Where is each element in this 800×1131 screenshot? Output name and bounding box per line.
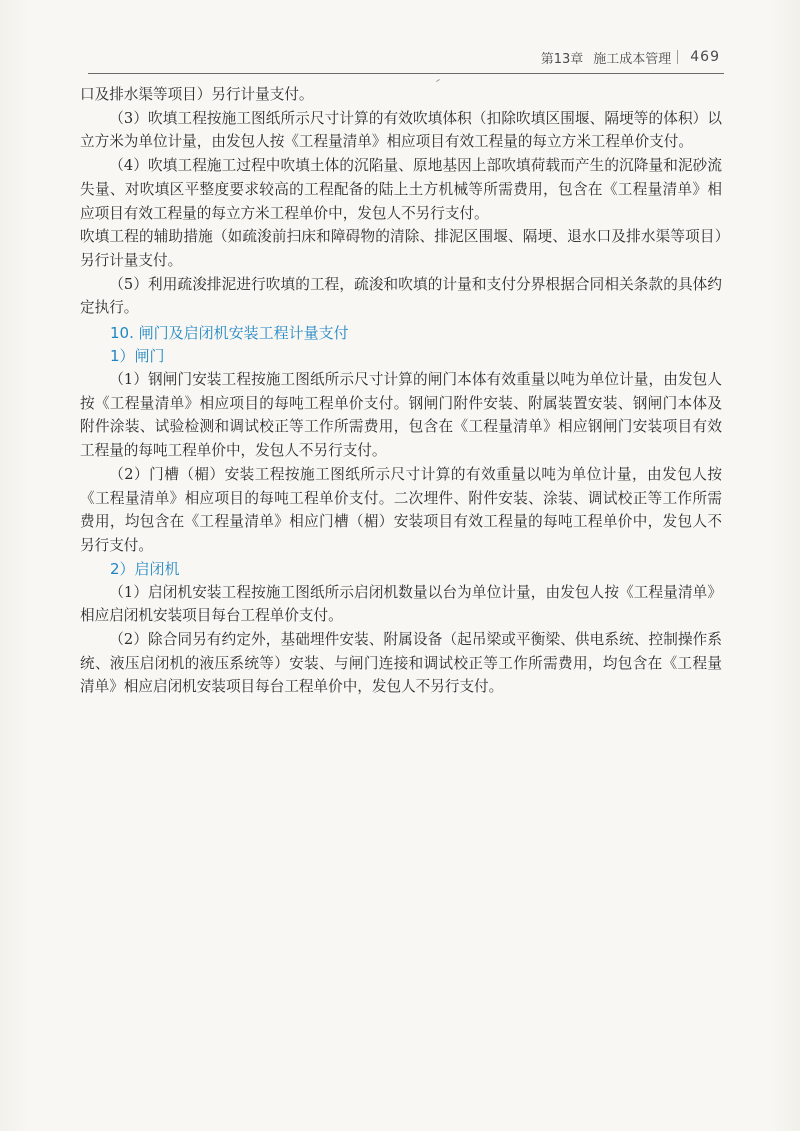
subsection-heading: 2）启闭机: [110, 559, 180, 578]
running-header: [520, 44, 720, 70]
paragraph: （1）钢闸门安装工程按施工图纸所示尺寸计算的闸门本体有效重量以吨为单位计量，由发包人按《工程量清单》相应项目的每吨工程单价支付。钢闸门附件安装、附属装置安装、钢闸门本体及附件涂装、试验检测和调试校正等工作所需费用，包含在《工程量清单》相应钢闸门安装项目有效工程量的每吨工程单价中，发包人不另行支付。: [80, 371, 722, 460]
paragraph-continued: 口及排水渠等项目）另行计量支付。: [80, 86, 314, 103]
subsection-heading: 1）闸门: [110, 347, 165, 366]
page-number: 469: [690, 49, 720, 65]
header-divider: [677, 50, 678, 64]
paragraph: （5）利用疏浚排泥进行吹填的工程，疏浚和吹填的计量和支付分界根据合同相关条款的具体约定执行。: [80, 275, 722, 317]
page-body: [80, 83, 722, 699]
paragraph: （2）除合同另有约定外，基础埋件安装、附属设备（起吊梁或平衡梁、供电系统、控制操作系统、液压启闭机的液压系统等）安装、与闸门连接和调试校正等工作所需费用，均包含在《工程量清单》相应启闭机安装项目每台工程单价中，发包人不另行支付。: [80, 631, 722, 696]
paragraph: （2）门槽（楣）安装工程按施工图纸所示尺寸计算的有效重量以吨为单位计量，由发包人按《工程量清单》相应项目的每吨工程单价支付。二次埋件、附件安装、涂装、调试校正等工作所需费用，均包含在《工程量清单》相应门槽（楣）安装项目有效工程量的每吨工程单价中，发包人不另行支付。: [80, 465, 722, 554]
paragraph: （3）吹填工程按施工图纸所示尺寸计算的有效吹填体积（扣除吹填区围堰、隔埂等的体积）以立方米为单位计量，由发包人按《工程量清单》相应项目有效工程量的每立方米工程单价支付。: [80, 109, 722, 151]
header-rule: [88, 73, 724, 74]
section-heading: 10. 闸门及启闭机安装工程计量支付: [110, 324, 349, 343]
scan-speck: [436, 79, 440, 82]
chapter-label: 第13章: [540, 51, 584, 67]
paragraph: （1）启闭机安装工程按施工图纸所示启闭机数量以台为单位计量，由发包人按《工程量清单》相应启闭机安装项目每台工程单价支付。: [80, 583, 722, 625]
paragraph: （4）吹填工程施工过程中吹填土体的沉陷量、原地基因上部吹填荷载而产生的沉降量和泥砂流失量、对吹填区平整度要求较高的工程配备的陆上土方机械等所需费用，包含在《工程量清单》相应项目有效工程量的每立方米工程单价中，发包人不另行支付。: [80, 157, 722, 222]
paragraph: 吹填工程的辅助措施（如疏浚前扫床和障碍物的清除、排泥区围堰、隔埂、退水口及排水渠等项目）另行计量支付。: [80, 228, 722, 269]
section-title: 施工成本管理: [593, 51, 672, 67]
